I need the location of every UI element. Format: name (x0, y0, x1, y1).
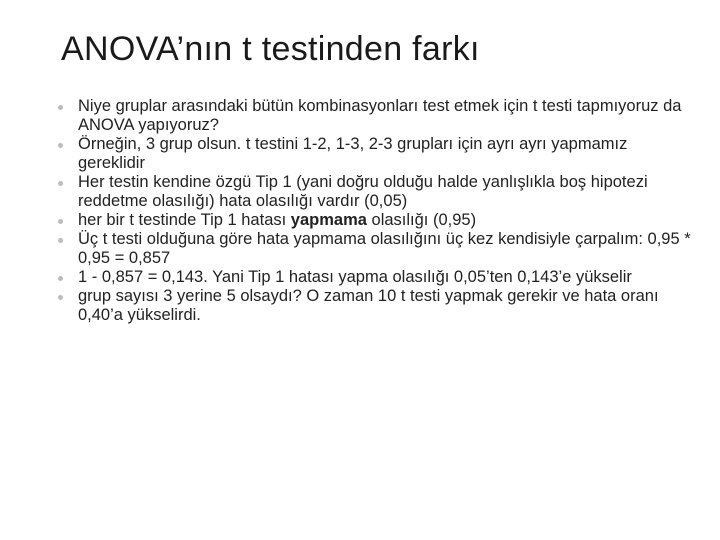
bullet-item (58, 230, 698, 268)
bullet-text: Niye gruplar arasındaki bütün kombinasyonları test etmek için t testi tapmıyoruz da ANOVA yapıyoruz? (78, 97, 682, 134)
bullet-item (58, 173, 698, 211)
bullet-text-emphasis: yapmama (290, 211, 367, 229)
bullet-text-after: olasılığı (0,95) (366, 211, 477, 229)
bullet-text: Her testin kendine özgü Tip 1 (yani doğru olduğu halde yanlışlıkla boş hipotezi reddetme olasılığı) hata olasılığı vardır (0,05) (78, 173, 648, 210)
bullet-dot-icon (58, 276, 63, 281)
bullet-dot-icon (58, 181, 63, 186)
bullet-text-before: her bir t testinde Tip 1 hatası (78, 211, 291, 229)
bullet-text (78, 211, 476, 229)
bullet-item (58, 135, 698, 173)
slide-title: ANOVA’nın t testinden farkı (61, 30, 480, 68)
bullet-dot-icon (58, 143, 63, 148)
bullet-text: grup sayısı 3 yerine 5 olsaydı? O zaman 10 t testi yapmak gerekir ve hata oranı 0,40’a yükselirdi. (78, 287, 659, 324)
bullet-text: 1 - 0,857 = 0,143. Yani Tip 1 hatası yapma olasılığı 0,05’ten 0,143’e yükselir (78, 268, 632, 286)
bullet-item (58, 211, 698, 230)
bullet-dot-icon (58, 105, 63, 110)
bullet-item (58, 97, 698, 135)
bullet-item (58, 287, 698, 325)
bullet-text: Üç t testi olduğuna göre hata yapmama olasılığını üç kez kendisiyle çarpalım: 0,95 * 0,95 = 0,857 (78, 230, 691, 267)
bullet-text: Örneğin, 3 grup olsun. t testini 1-2, 1-3, 2-3 grupları için ayrı ayrı yapmamız gereklidir (78, 135, 628, 172)
bullet-dot-icon (58, 238, 63, 243)
bullet-dot-icon (58, 219, 63, 224)
bullet-list (58, 97, 698, 325)
bullet-item (58, 268, 698, 287)
bullet-dot-icon (58, 295, 63, 300)
